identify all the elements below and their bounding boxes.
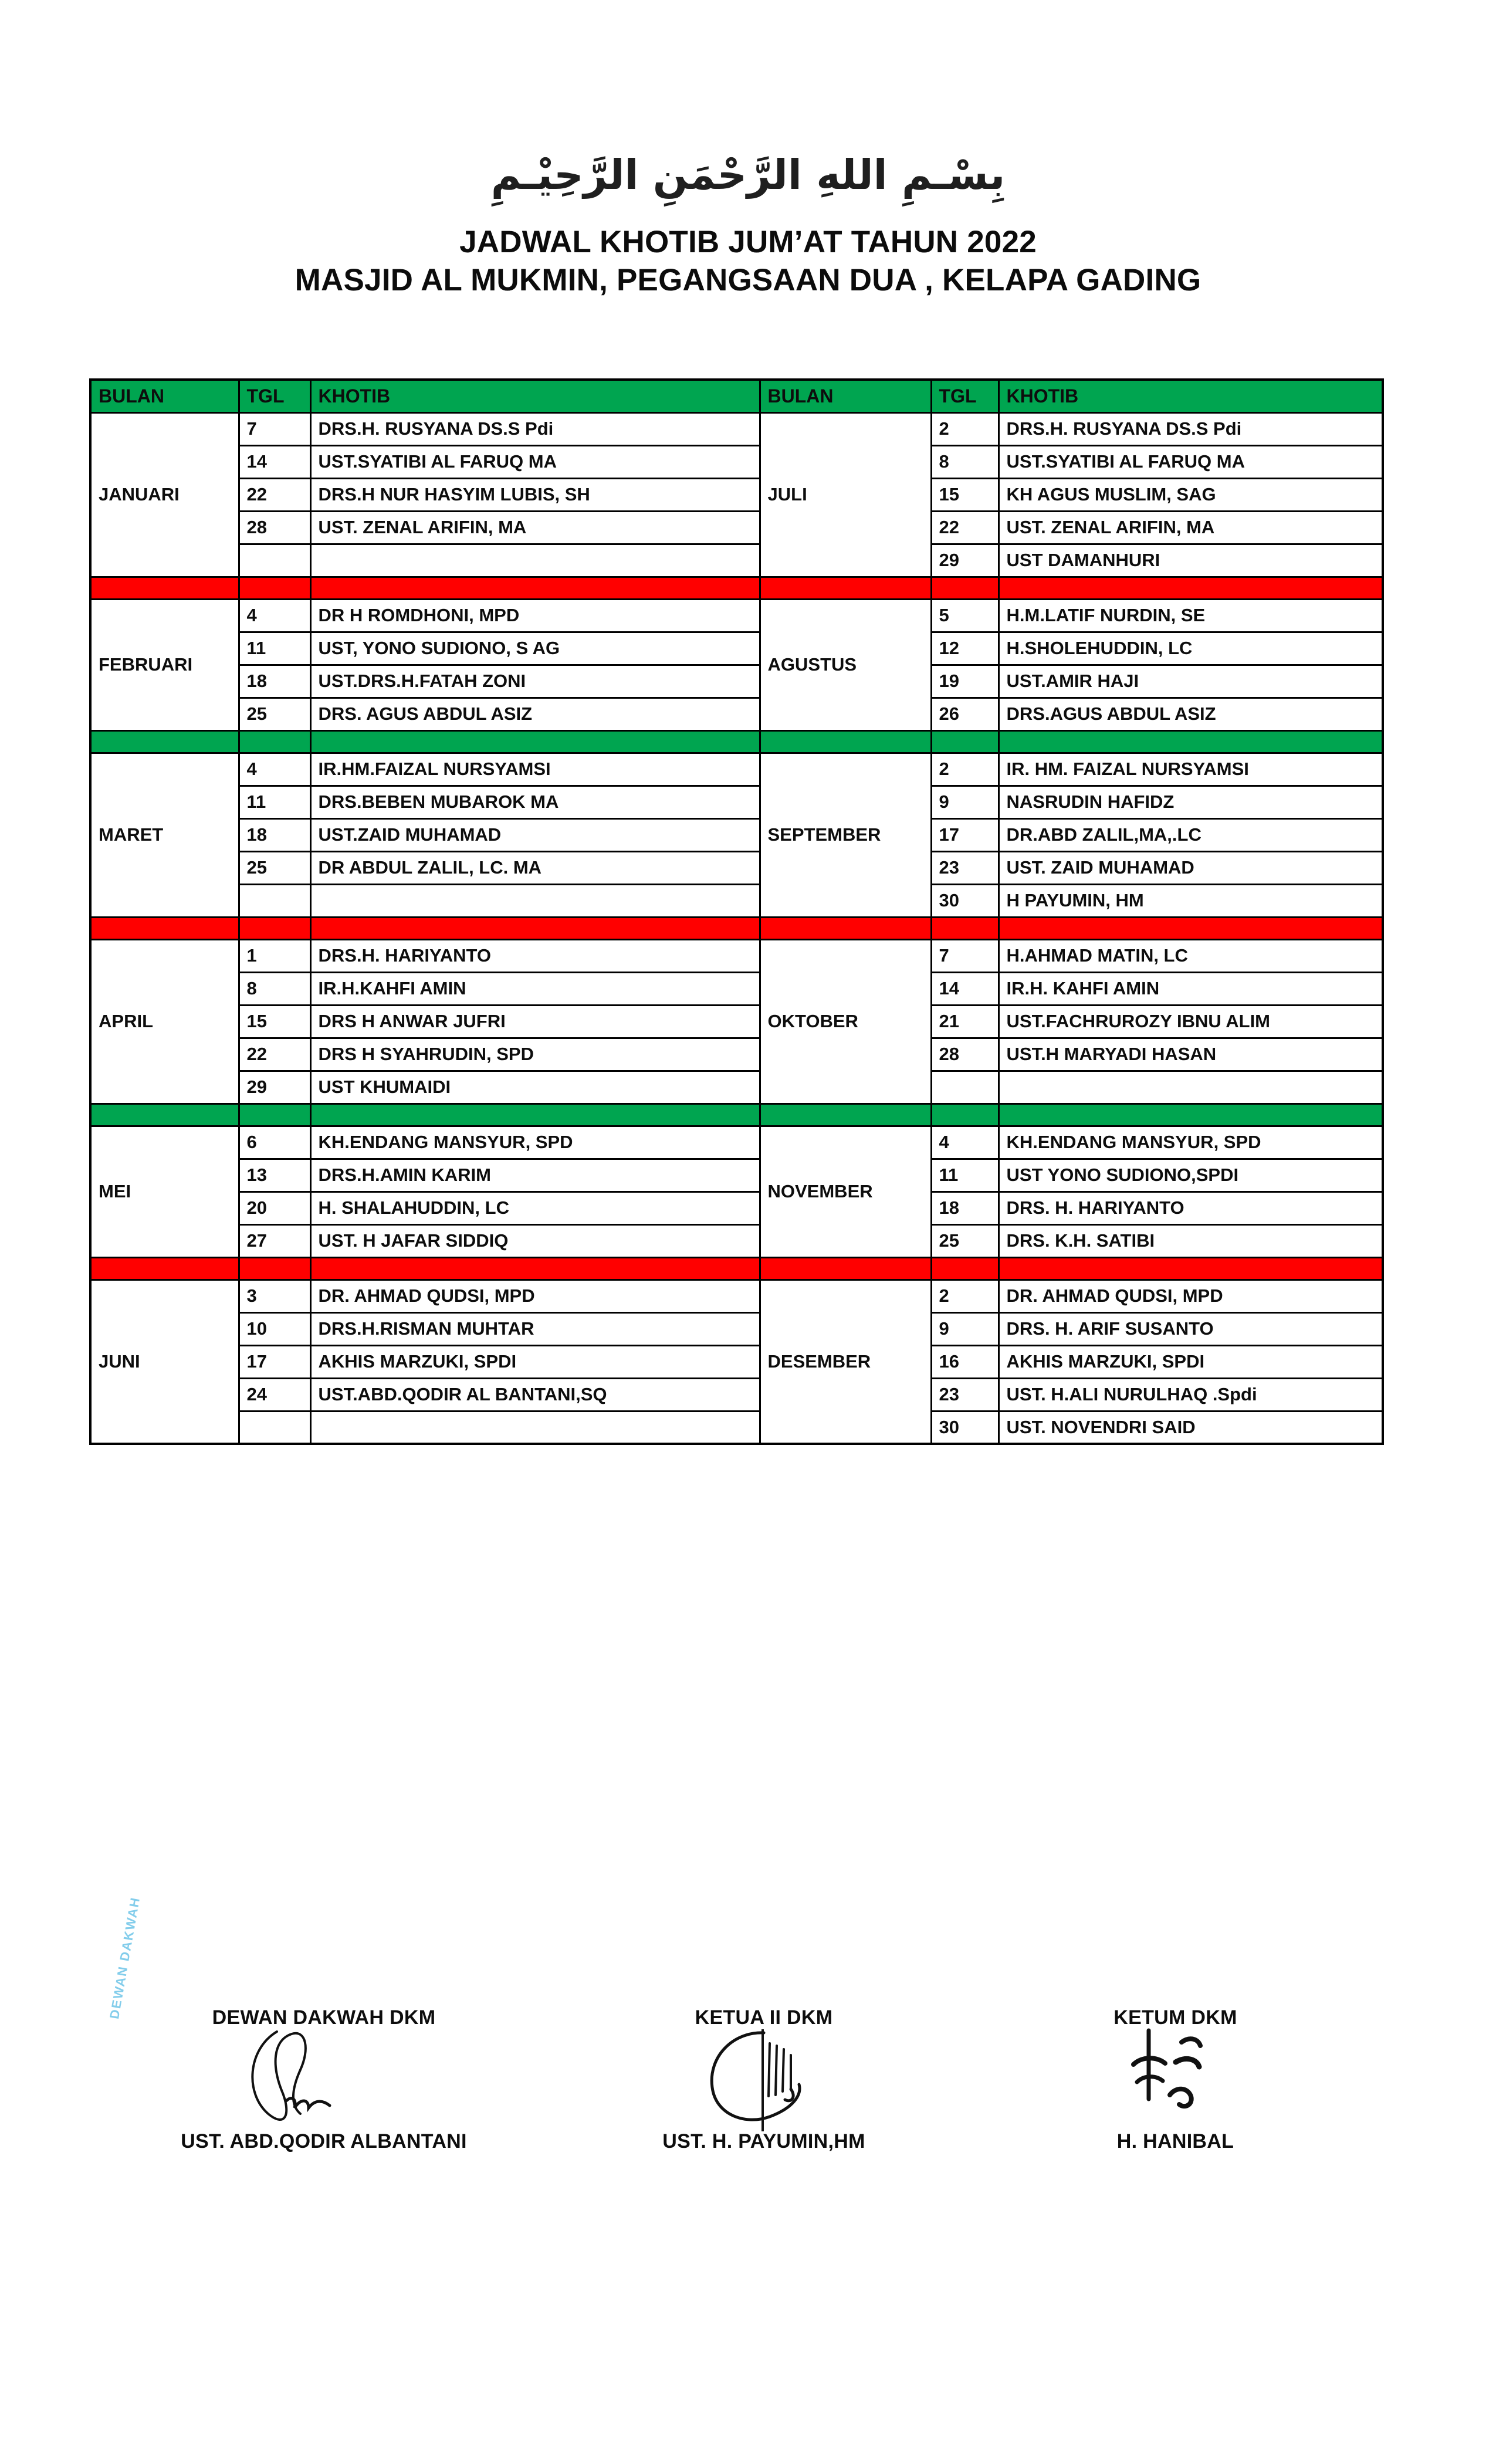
date-cell-left: 15 (239, 1005, 310, 1038)
khotib-cell-right: NASRUDIN HAFIDZ (999, 786, 1383, 818)
table-row (90, 818, 1383, 851)
band-cell (310, 577, 760, 599)
date-cell-left (239, 544, 310, 577)
khotib-cell-right (999, 1071, 1383, 1104)
table-row (90, 1126, 1383, 1159)
khotib-cell-left: UST.ABD.QODIR AL BANTANI,SQ (310, 1378, 760, 1411)
band-cell (310, 1257, 760, 1280)
col-header-khotib-left: KHOTIB (310, 380, 760, 412)
khotib-cell-left: DRS.BEBEN MUBAROK MA (310, 786, 760, 818)
table-row (90, 478, 1383, 511)
date-cell-left: 13 (239, 1159, 310, 1192)
date-cell-left: 1 (239, 939, 310, 972)
signature-name: H. HANIBAL (1116, 2130, 1234, 2152)
date-cell-right: 9 (931, 1312, 999, 1345)
month-label-right: AGUSTUS (760, 599, 931, 730)
khotib-cell-left (310, 1411, 760, 1444)
date-cell-left: 25 (239, 698, 310, 730)
band-cell (90, 730, 239, 753)
signature-name: UST. ABD.QODIR ALBANTANI (181, 2130, 467, 2152)
section-divider-band-red (90, 577, 1383, 599)
date-cell-left: 11 (239, 632, 310, 665)
khotib-cell-left: UST. ZENAL ARIFIN, MA (310, 511, 760, 544)
table-row (90, 1038, 1383, 1071)
band-cell (931, 730, 999, 753)
signature-column-2 (559, 2006, 969, 2153)
khotib-cell-right: UST. NOVENDRI SAID (999, 1411, 1383, 1444)
khotib-cell-left: UST.SYATIBI AL FARUQ MA (310, 445, 760, 478)
band-cell (239, 577, 310, 599)
date-cell-left: 4 (239, 599, 310, 632)
signature-role: KETUM DKM (1113, 2006, 1237, 2029)
khotib-cell-right: H PAYUMIN, HM (999, 884, 1383, 917)
date-cell-right: 17 (931, 818, 999, 851)
khotib-cell-right: DRS. H. HARIYANTO (999, 1192, 1383, 1224)
table-row (90, 851, 1383, 884)
basmalah-text: بِسْـمِ اللهِ الرَّحْمَنِ الرَّحِيْـمِ (490, 151, 1006, 199)
month-label-right: NOVEMBER (760, 1126, 931, 1257)
table-row (90, 698, 1383, 730)
khotib-cell-left: DRS H ANWAR JUFRI (310, 1005, 760, 1038)
band-cell (999, 1257, 1383, 1280)
date-cell-right: 11 (931, 1159, 999, 1192)
date-cell-right: 8 (931, 445, 999, 478)
khotib-cell-right: IR.H. KAHFI AMIN (999, 972, 1383, 1005)
date-cell-right: 25 (931, 1224, 999, 1257)
khotib-cell-left: DRS.H. HARIYANTO (310, 939, 760, 972)
table-row (90, 1005, 1383, 1038)
khotib-cell-right: UST DAMANHURI (999, 544, 1383, 577)
date-cell-left: 22 (239, 1038, 310, 1071)
section-divider-band-red (90, 1257, 1383, 1280)
khotib-cell-right: H.SHOLEHUDDIN, LC (999, 632, 1383, 665)
khotib-cell-right: DR.ABD ZALIL,MA,.LC (999, 818, 1383, 851)
table-row (90, 1192, 1383, 1224)
month-label-left: MEI (90, 1126, 239, 1257)
date-cell-left: 7 (239, 412, 310, 445)
band-cell (239, 730, 310, 753)
date-cell-right: 18 (931, 1192, 999, 1224)
band-cell (931, 577, 999, 599)
date-cell-right: 23 (931, 1378, 999, 1411)
khotib-cell-right: UST YONO SUDIONO,SPDI (999, 1159, 1383, 1192)
khotib-cell-left (310, 544, 760, 577)
khotib-cell-right: DRS.AGUS ABDUL ASIZ (999, 698, 1383, 730)
band-cell (310, 1104, 760, 1126)
table-row (90, 544, 1383, 577)
khotib-cell-right: H.AHMAD MATIN, LC (999, 939, 1383, 972)
band-cell (931, 1104, 999, 1126)
signature-column-1 (89, 1896, 559, 2153)
col-header-khotib-right: KHOTIB (999, 380, 1383, 412)
month-label-left: JUNI (90, 1280, 239, 1444)
date-cell-left: 22 (239, 478, 310, 511)
table-body (90, 412, 1383, 1444)
khotib-cell-right: KH.ENDANG MANSYUR, SPD (999, 1126, 1383, 1159)
date-cell-left: 25 (239, 851, 310, 884)
table-row (90, 1280, 1383, 1312)
month-label-left: JANUARI (90, 412, 239, 577)
date-cell-right: 22 (931, 511, 999, 544)
band-cell (239, 1257, 310, 1280)
col-header-bulan-right: BULAN (760, 380, 931, 412)
date-cell-left: 27 (239, 1224, 310, 1257)
signature-mark-icon (969, 2029, 1382, 2130)
date-cell-left: 14 (239, 445, 310, 478)
month-label-left: APRIL (90, 939, 239, 1104)
signature-block (89, 1896, 1382, 2153)
table-head (90, 380, 1383, 412)
schedule-table (89, 378, 1384, 1445)
khotib-cell-right: UST.AMIR HAJI (999, 665, 1383, 698)
date-cell-right: 30 (931, 1411, 999, 1444)
band-cell (931, 1257, 999, 1280)
date-cell-right: 15 (931, 478, 999, 511)
month-label-right: JULI (760, 412, 931, 577)
signature-role: DEWAN DAKWAH DKM (212, 2006, 436, 2029)
khotib-cell-right: AKHIS MARZUKI, SPDI (999, 1345, 1383, 1378)
khotib-cell-left: DRS.H NUR HASYIM LUBIS, SH (310, 478, 760, 511)
section-divider-band-green (90, 1104, 1383, 1126)
table-row (90, 753, 1383, 786)
date-cell-right: 16 (931, 1345, 999, 1378)
date-cell-left: 8 (239, 972, 310, 1005)
band-cell (90, 577, 239, 599)
date-cell-right: 28 (931, 1038, 999, 1071)
date-cell-left: 20 (239, 1192, 310, 1224)
date-cell-right: 19 (931, 665, 999, 698)
khotib-cell-right: UST. ZAID MUHAMAD (999, 851, 1383, 884)
date-cell-left: 28 (239, 511, 310, 544)
band-cell (760, 1104, 931, 1126)
date-cell-right: 30 (931, 884, 999, 917)
date-cell-left (239, 884, 310, 917)
khotib-cell-left: UST, YONO SUDIONO, S AG (310, 632, 760, 665)
date-cell-right (931, 1071, 999, 1104)
khotib-cell-left: DRS.H.RISMAN MUHTAR (310, 1312, 760, 1345)
table-row (90, 1159, 1383, 1192)
table-row (90, 786, 1383, 818)
khotib-cell-right: KH AGUS MUSLIM, SAG (999, 478, 1383, 511)
khotib-cell-left: DRS.H.AMIN KARIM (310, 1159, 760, 1192)
khotib-cell-right: UST.H MARYADI HASAN (999, 1038, 1383, 1071)
date-cell-right: 7 (931, 939, 999, 972)
khotib-cell-left: IR.HM.FAIZAL NURSYAMSI (310, 753, 760, 786)
table-row (90, 1345, 1383, 1378)
table-row (90, 1411, 1383, 1444)
khotib-cell-right: UST. ZENAL ARIFIN, MA (999, 511, 1383, 544)
title-block (0, 225, 1496, 298)
table-row (90, 665, 1383, 698)
khotib-cell-right: H.M.LATIF NURDIN, SE (999, 599, 1383, 632)
section-divider-band-green (90, 730, 1383, 753)
table-row (90, 1071, 1383, 1104)
band-cell (310, 730, 760, 753)
table-row (90, 1312, 1383, 1345)
khotib-cell-left: UST KHUMAIDI (310, 1071, 760, 1104)
table-row (90, 1378, 1383, 1411)
table-row (90, 511, 1383, 544)
band-cell (760, 730, 931, 753)
band-cell (760, 917, 931, 939)
month-label-right: DESEMBER (760, 1280, 931, 1444)
band-cell (90, 1257, 239, 1280)
date-cell-right: 2 (931, 1280, 999, 1312)
date-cell-left: 3 (239, 1280, 310, 1312)
date-cell-left: 10 (239, 1312, 310, 1345)
table-row (90, 972, 1383, 1005)
khotib-cell-left: DRS H SYAHRUDIN, SPD (310, 1038, 760, 1071)
schedule-table-wrap (89, 378, 1382, 1445)
table-row (90, 445, 1383, 478)
table-header-row (90, 380, 1383, 412)
table-row (90, 599, 1383, 632)
date-cell-right: 26 (931, 698, 999, 730)
page-title: JADWAL KHOTIB JUM’AT TAHUN 2022 (459, 224, 1037, 259)
date-cell-right: 21 (931, 1005, 999, 1038)
khotib-cell-left: UST. H JAFAR SIDDIQ (310, 1224, 760, 1257)
date-cell-right: 2 (931, 412, 999, 445)
khotib-cell-right: DR. AHMAD QUDSI, MPD (999, 1280, 1383, 1312)
date-cell-left: 24 (239, 1378, 310, 1411)
khotib-cell-left: DR. AHMAD QUDSI, MPD (310, 1280, 760, 1312)
month-label-left: FEBRUARI (90, 599, 239, 730)
khotib-cell-left: DRS. AGUS ABDUL ASIZ (310, 698, 760, 730)
date-cell-right: 9 (931, 786, 999, 818)
date-cell-left: 11 (239, 786, 310, 818)
khotib-cell-left: DR ABDUL ZALIL, LC. MA (310, 851, 760, 884)
band-cell (999, 730, 1383, 753)
date-cell-left: 6 (239, 1126, 310, 1159)
date-cell-right: 2 (931, 753, 999, 786)
band-cell (310, 917, 760, 939)
band-cell (239, 917, 310, 939)
band-cell (999, 917, 1383, 939)
table-row (90, 632, 1383, 665)
table-row (90, 412, 1383, 445)
band-cell (90, 917, 239, 939)
khotib-cell-right: UST.SYATIBI AL FARUQ MA (999, 445, 1383, 478)
khotib-cell-right: DRS. K.H. SATIBI (999, 1224, 1383, 1257)
col-header-bulan-left: BULAN (90, 380, 239, 412)
khotib-cell-left: H. SHALAHUDDIN, LC (310, 1192, 760, 1224)
date-cell-left: 18 (239, 818, 310, 851)
col-header-tgl-left: TGL (239, 380, 310, 412)
khotib-cell-right: UST. H.ALI NURULHAQ .Spdi (999, 1378, 1383, 1411)
table-row (90, 1224, 1383, 1257)
khotib-cell-left (310, 884, 760, 917)
signature-role: KETUA II DKM (695, 2006, 833, 2029)
date-cell-left: 29 (239, 1071, 310, 1104)
khotib-cell-right: DRS.H. RUSYANA DS.S Pdi (999, 412, 1383, 445)
col-header-tgl-right: TGL (931, 380, 999, 412)
band-cell (760, 1257, 931, 1280)
date-cell-left: 17 (239, 1345, 310, 1378)
khotib-cell-left: UST.ZAID MUHAMAD (310, 818, 760, 851)
month-label-right: SEPTEMBER (760, 753, 931, 917)
table-row (90, 939, 1383, 972)
khotib-cell-left: UST.DRS.H.FATAH ZONI (310, 665, 760, 698)
khotib-cell-left: IR.H.KAHFI AMIN (310, 972, 760, 1005)
signature-name: UST. H. PAYUMIN,HM (662, 2130, 865, 2152)
khotib-cell-right: UST.FACHRUROZY IBNU ALIM (999, 1005, 1383, 1038)
date-cell-right: 23 (931, 851, 999, 884)
date-cell-right: 5 (931, 599, 999, 632)
date-cell-right: 4 (931, 1126, 999, 1159)
khotib-cell-left: DR H ROMDHONI, MPD (310, 599, 760, 632)
khotib-cell-right: DRS. H. ARIF SUSANTO (999, 1312, 1383, 1345)
date-cell-right: 12 (931, 632, 999, 665)
table-row (90, 884, 1383, 917)
signature-column-3 (969, 2006, 1382, 2153)
band-cell (999, 577, 1383, 599)
signature-mark-icon (559, 2029, 969, 2130)
khotib-cell-left: AKHIS MARZUKI, SPDI (310, 1345, 760, 1378)
signature-stamp: DEWAN DAKWAH (107, 1896, 143, 2020)
khotib-cell-right: IR. HM. FAIZAL NURSYAMSI (999, 753, 1383, 786)
band-cell (90, 1104, 239, 1126)
date-cell-left (239, 1411, 310, 1444)
date-cell-left: 4 (239, 753, 310, 786)
band-cell (931, 917, 999, 939)
khotib-cell-left: KH.ENDANG MANSYUR, SPD (310, 1126, 760, 1159)
month-label-right: OKTOBER (760, 939, 931, 1104)
band-cell (999, 1104, 1383, 1126)
date-cell-left: 18 (239, 665, 310, 698)
band-cell (760, 577, 931, 599)
page-subtitle: MASJID AL MUKMIN, PEGANGSAAN DUA , KELAPA GADING (295, 262, 1201, 297)
month-label-left: MARET (90, 753, 239, 917)
band-cell (239, 1104, 310, 1126)
khotib-cell-left: DRS.H. RUSYANA DS.S Pdi (310, 412, 760, 445)
section-divider-band-red (90, 917, 1383, 939)
date-cell-right: 29 (931, 544, 999, 577)
date-cell-right: 14 (931, 972, 999, 1005)
